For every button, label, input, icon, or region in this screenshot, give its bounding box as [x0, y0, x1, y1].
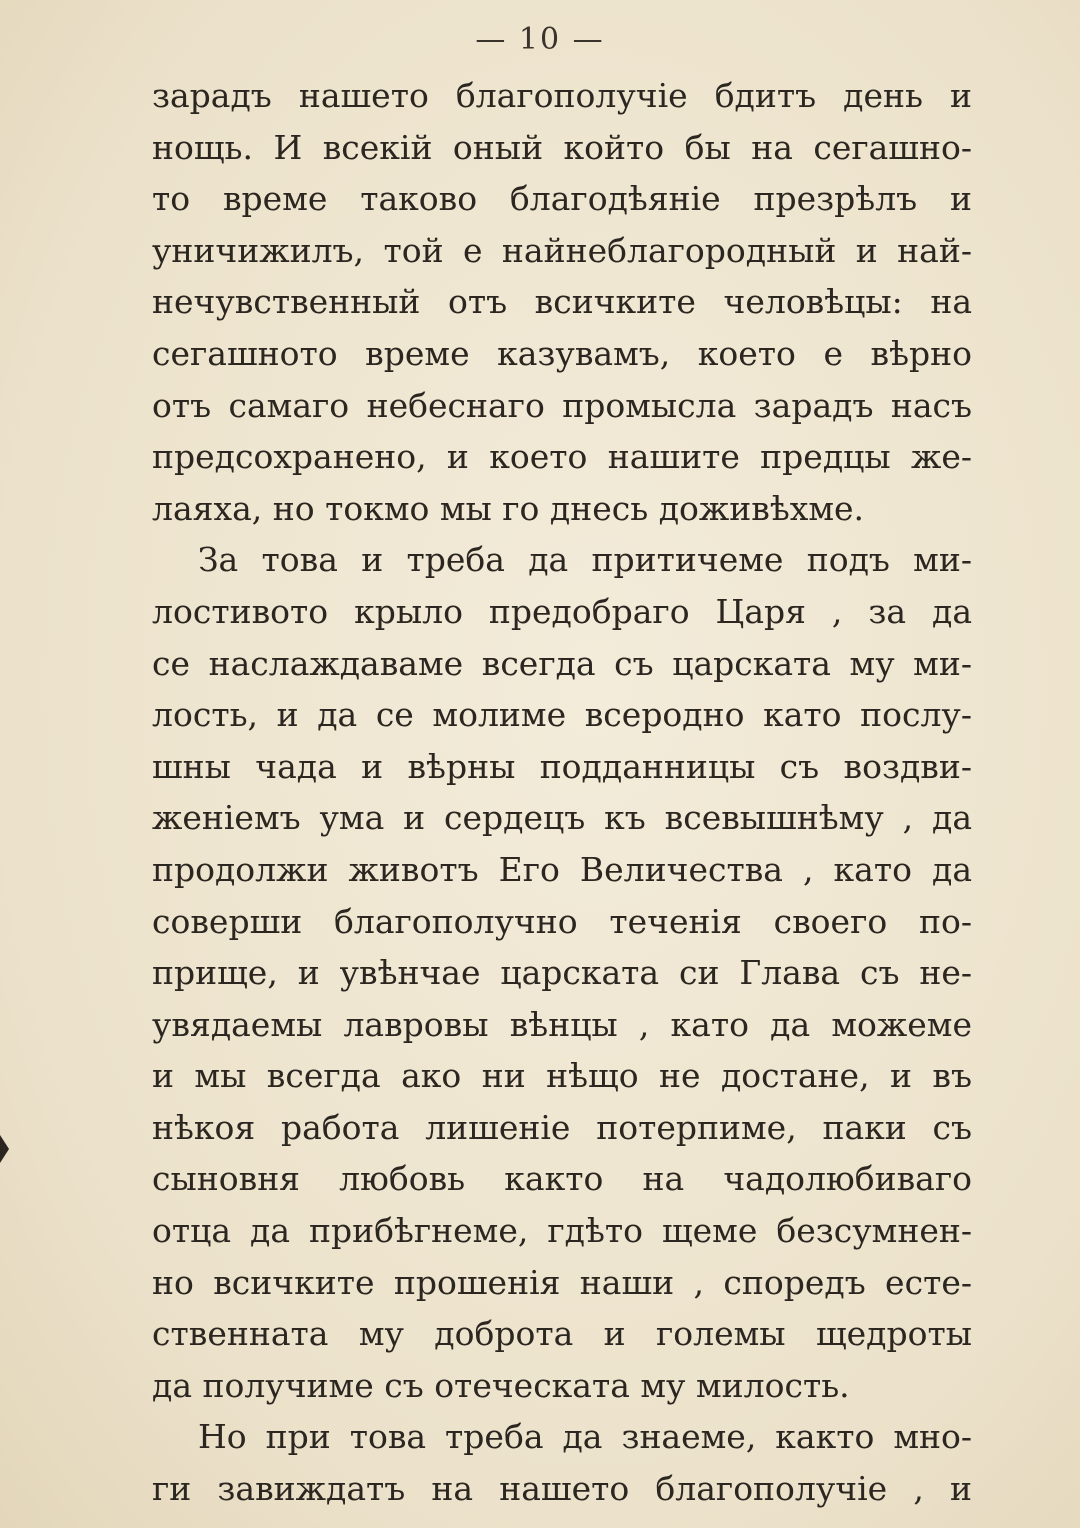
text-line: соверши благополучно теченія своего по-: [152, 901, 972, 941]
text-line: лостивото крыло предобраго Царя , за да: [152, 591, 972, 631]
text-line: шны чада и вѣрны подданницы съ воздви-: [152, 746, 972, 786]
text-line: лаяха, но токмо мы го днесь доживѣхме.: [152, 488, 865, 528]
text-line: то време таково благодѣяніе презрѣлъ и: [152, 179, 972, 219]
text-line: женіемъ ума и сердецъ къ всевышнѣму , да: [152, 798, 972, 838]
text-line: нощь. И всекій оный който бы на сегашно-: [152, 127, 972, 167]
text-line: отъ самаго небеснаго промысла зарадъ насъ: [152, 385, 972, 425]
text-line: се наслаждаваме всегда съ царската му ми-: [152, 643, 972, 683]
text-line: предсохранено, и което нашите предцы же-: [152, 437, 972, 477]
text-line: ги завиждатъ на нашето благополучіе , и: [152, 1469, 972, 1509]
text-line: уничижилъ, той е найнеблагородный и най-: [152, 230, 972, 270]
text-line: но всичките прошенія наши , споредъ есте-: [152, 1262, 972, 1302]
text-line: зарадъ нашето благополучіе бдитъ день и: [152, 76, 972, 115]
text-line: нѣкоя работа лишеніе потерпиме, паки съ: [152, 1107, 972, 1147]
text-line: За това и треба да притичеме подъ ми-: [198, 540, 972, 580]
text-line: отца да прибѣгнеме, гдѣто щеме безсумнен-: [152, 1211, 972, 1251]
text-line: нечувственный отъ всичките человѣцы: на: [152, 282, 972, 322]
text-line: сегашното време казувамъ, което е вѣрно: [152, 333, 972, 373]
page-edge-mark: [0, 1135, 9, 1163]
text-line: ственната му доброта и големы щедроты: [152, 1314, 972, 1354]
text-line: сыновня любовь както на чадолюбиваго: [152, 1159, 972, 1199]
text-line: продолжи животъ Его Величества , като да: [152, 849, 972, 889]
text-line: да получиме съ отеческата му милость.: [152, 1365, 850, 1405]
page-number-header: — 10 —: [475, 22, 605, 57]
text-line: и мы всегда ако ни нѣщо не достане, и въ: [152, 1056, 972, 1096]
text-line: прище, и увѣнчае царската си Глава съ не-: [152, 953, 972, 993]
text-line: лость, и да се молиме всеродно като послу-: [152, 695, 972, 735]
text-line: Но при това треба да знаеме, както мно-: [198, 1417, 972, 1457]
text-line: увядаемы лавровы вѣнцы , като да можеме: [152, 1004, 972, 1044]
body-text: [152, 70, 972, 1515]
